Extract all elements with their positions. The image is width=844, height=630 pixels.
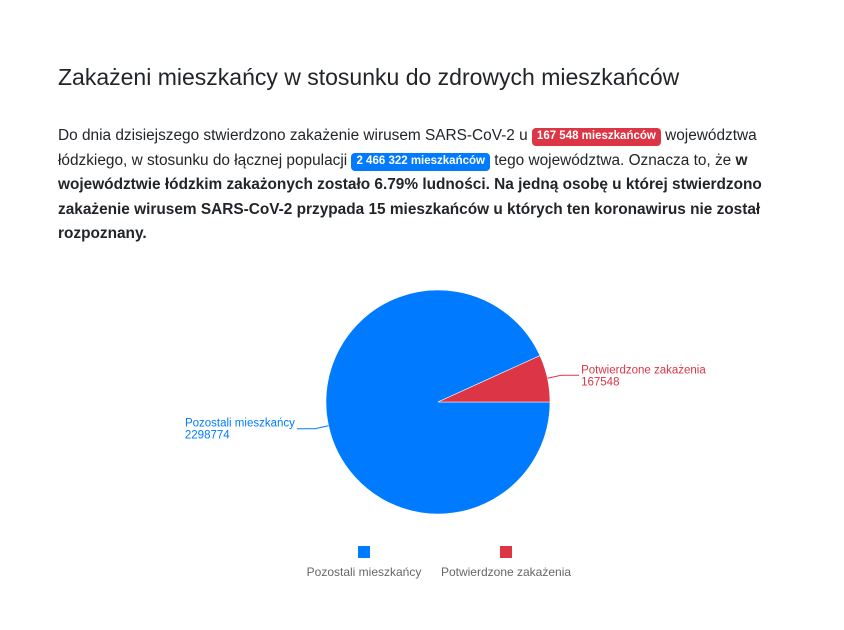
callout-line-potwierdzone: [548, 375, 580, 378]
legend-marker-pozostali[interactable]: [358, 546, 370, 558]
legend-marker-potwierdzone[interactable]: [500, 546, 512, 558]
callout-label-pozostali: Pozostali mieszkańcy: [184, 417, 295, 430]
callout-line-pozostali: [297, 426, 329, 429]
infected-badge: 167 548 mieszkańców: [532, 128, 661, 146]
legend-label-potwierdzone[interactable]: Potwierdzone zakażenia: [440, 565, 572, 579]
callout-value-potwierdzone: 167548: [581, 376, 620, 389]
callout-label-potwierdzone: Potwierdzone zakażenia: [581, 364, 706, 377]
description-part1: Do dnia dzisiejszego stwierdzono zakażenie wirusem SARS-CoV-2 u: [58, 127, 528, 144]
description-part2: województwa łódzkiego, w stosunku do łącznej populacji: [58, 127, 757, 169]
description-part3: tego województwa. Oznacza to, że: [494, 151, 732, 169]
population-badge: 2 466 322 mieszkańców: [351, 153, 490, 171]
description-bold: w województwie łódzkim zakażonych zostało 6.79% ludności. Na jedną osobę u której stwierdzono zakażenie wirusem SARS-CoV-2 przypada 15 mieszkańców u których ten koronawirus nie został rozpoznany.: [58, 151, 762, 242]
callout-value-pozostali: 2298774: [184, 429, 230, 442]
page-title: Zakażeni mieszkańcy w stosunku do zdrowych mieszkańców: [58, 64, 680, 90]
legend-label-pozostali[interactable]: Pozostali mieszkańcy: [306, 565, 422, 579]
